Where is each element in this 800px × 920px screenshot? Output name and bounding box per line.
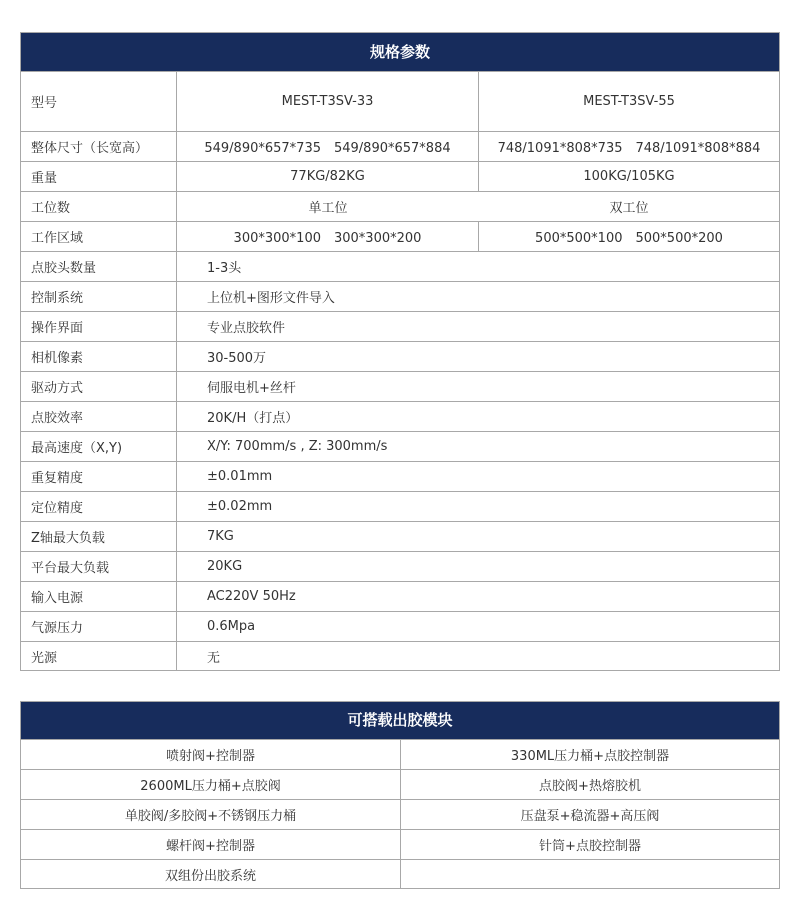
row-label: Z轴最大负载 bbox=[21, 522, 177, 551]
size-a: 549/890*657*735 549/890*657*884 bbox=[177, 132, 479, 161]
row-value: 伺服电机+丝杆 bbox=[207, 381, 296, 396]
modules-table bbox=[20, 701, 780, 889]
modules-title: 可搭载出胶模块 bbox=[21, 702, 779, 739]
module-row bbox=[21, 799, 779, 829]
row-label: 定位精度 bbox=[21, 492, 177, 521]
spec-row-model bbox=[21, 71, 779, 131]
module-item: 双组份出胶系统 bbox=[21, 860, 401, 889]
row-label: 输入电源 bbox=[21, 582, 177, 611]
model-a: MEST-T3SV-33 bbox=[177, 72, 479, 131]
row-value: X/Y: 700mm/s , Z: 300mm/s bbox=[207, 439, 388, 454]
module-item: 针筒+点胶控制器 bbox=[539, 839, 641, 854]
spec-row bbox=[21, 341, 779, 371]
row-value: 20K/H（打点） bbox=[207, 411, 299, 426]
spec-row bbox=[21, 581, 779, 611]
module-item: 喷射阀+控制器 bbox=[21, 740, 401, 769]
spec-row bbox=[21, 251, 779, 281]
row-value: 20KG bbox=[207, 559, 243, 574]
row-label: 最高速度（X,Y) bbox=[21, 432, 177, 461]
row-label: 光源 bbox=[21, 642, 177, 671]
row-value: 7KG bbox=[207, 529, 234, 544]
spec-row bbox=[21, 281, 779, 311]
spec-row bbox=[21, 371, 779, 401]
row-label: 重复精度 bbox=[21, 462, 177, 491]
spec-row bbox=[21, 551, 779, 581]
stations-a: 单工位 bbox=[308, 201, 348, 216]
row-label: 平台最大负载 bbox=[21, 552, 177, 581]
spec-row-weight bbox=[21, 161, 779, 191]
row-value: 0.6Mpa bbox=[207, 619, 256, 634]
weight-b: 100KG/105KG bbox=[583, 169, 675, 184]
model-b: MEST-T3SV-55 bbox=[583, 94, 675, 109]
size-b: 748/1091*808*735 748/1091*808*884 bbox=[497, 141, 761, 156]
row-label: 重量 bbox=[21, 162, 177, 191]
spec-row bbox=[21, 611, 779, 641]
weight-a: 77KG/82KG bbox=[177, 162, 479, 191]
spec-row bbox=[21, 491, 779, 521]
row-value: AC220V 50Hz bbox=[207, 589, 296, 604]
area-b: 500*500*100 500*500*200 bbox=[535, 231, 723, 246]
row-value: ±0.02mm bbox=[207, 499, 273, 514]
row-label: 工位数 bbox=[21, 192, 177, 221]
spec-row bbox=[21, 461, 779, 491]
module-item-empty bbox=[401, 860, 779, 889]
spec-table bbox=[20, 32, 780, 671]
spec-row bbox=[21, 311, 779, 341]
row-label: 操作界面 bbox=[21, 312, 177, 341]
row-label: 驱动方式 bbox=[21, 372, 177, 401]
row-label: 型号 bbox=[21, 72, 177, 131]
row-value: 专业点胶软件 bbox=[207, 321, 286, 336]
module-item: 压盘泵+稳流器+高压阀 bbox=[520, 809, 660, 824]
spec-title: 规格参数 bbox=[21, 33, 779, 71]
spec-row bbox=[21, 431, 779, 461]
row-value: 上位机+图形文件导入 bbox=[207, 291, 335, 306]
module-item: 330ML压力桶+点胶控制器 bbox=[510, 749, 670, 764]
module-row bbox=[21, 769, 779, 799]
spec-row bbox=[21, 401, 779, 431]
row-label: 点胶效率 bbox=[21, 402, 177, 431]
row-value: 30-500万 bbox=[207, 351, 267, 366]
spec-row-size bbox=[21, 131, 779, 161]
module-item: 2600ML压力桶+点胶阀 bbox=[21, 770, 401, 799]
module-row bbox=[21, 829, 779, 859]
module-row bbox=[21, 739, 779, 769]
row-label: 控制系统 bbox=[21, 282, 177, 311]
row-value: 无 bbox=[207, 651, 221, 666]
module-item: 单胶阀/多胶阀+不锈钢压力桶 bbox=[21, 800, 401, 829]
row-value: ±0.01mm bbox=[207, 469, 273, 484]
spec-row-area bbox=[21, 221, 779, 251]
row-label: 相机像素 bbox=[21, 342, 177, 371]
stations-b: 双工位 bbox=[609, 201, 649, 216]
row-label: 整体尺寸（长宽高） bbox=[21, 132, 177, 161]
spec-row bbox=[21, 521, 779, 551]
row-label: 工作区域 bbox=[21, 222, 177, 251]
spec-row-stations bbox=[21, 191, 779, 221]
module-row bbox=[21, 859, 779, 889]
row-label: 点胶头数量 bbox=[21, 252, 177, 281]
module-item: 螺杆阀+控制器 bbox=[21, 830, 401, 859]
area-a: 300*300*100 300*300*200 bbox=[177, 222, 479, 251]
row-label: 气源压力 bbox=[21, 612, 177, 641]
spec-row bbox=[21, 641, 779, 671]
row-value: 1-3头 bbox=[207, 261, 242, 276]
module-item: 点胶阀+热熔胶机 bbox=[539, 779, 641, 794]
